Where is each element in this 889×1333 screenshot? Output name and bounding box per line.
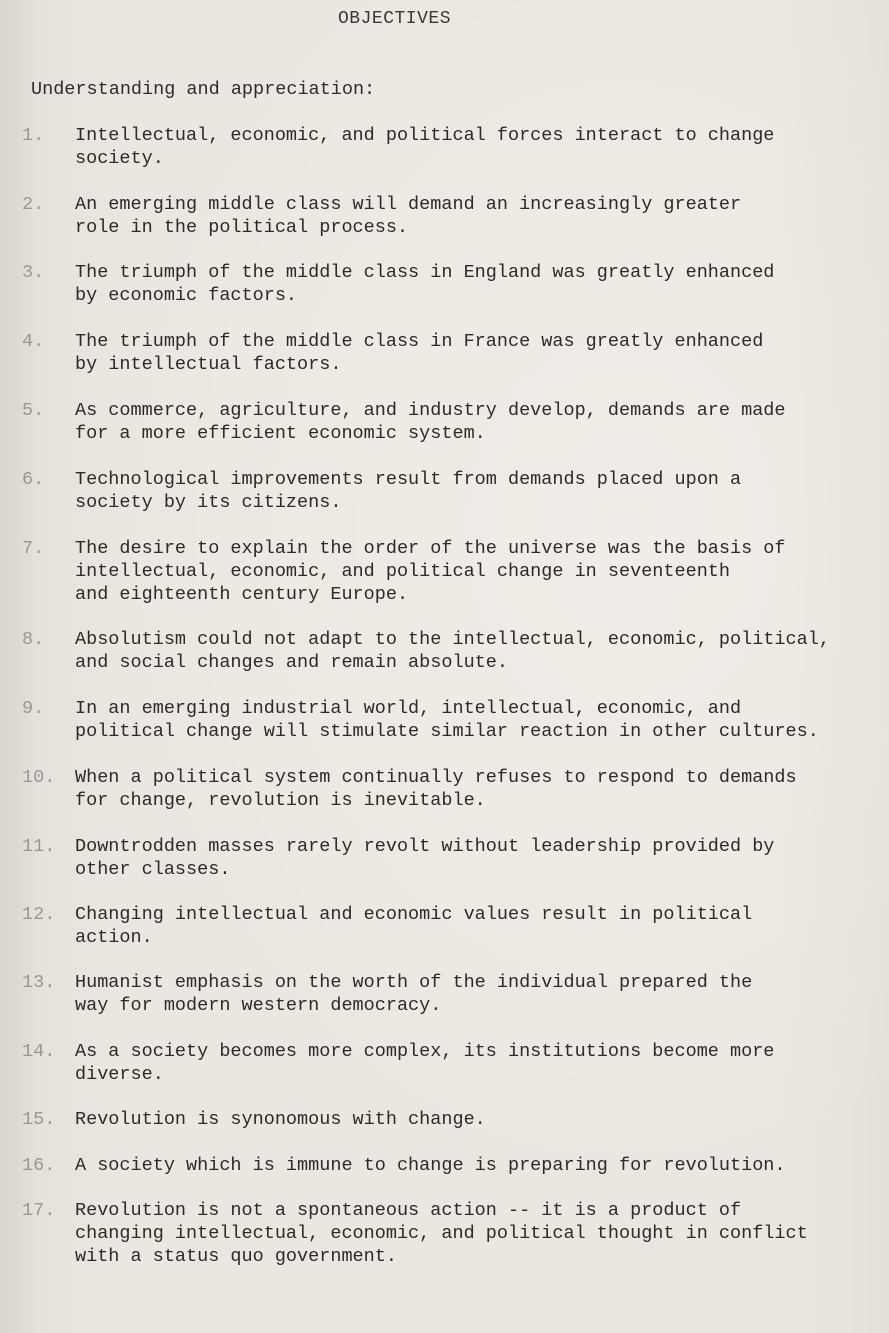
- objective-text: The triumph of the middle class in England was greatly enhanced by economic factors.: [75, 262, 775, 306]
- objective-text: An emerging middle class will demand an increasingly greater role in the political process.: [75, 194, 742, 238]
- objective-text: Changing intellectual and economic values result in political action.: [75, 904, 753, 948]
- objective-text: When a political system continually refuses to respond to demands for change, revolution is inevitable.: [75, 767, 797, 811]
- objective-number: 14.: [22, 1041, 56, 1062]
- objective-number: 3.: [22, 262, 45, 283]
- objective-text: Humanist emphasis on the worth of the individual prepared the way for modern western democracy.: [75, 972, 753, 1016]
- objective-text: A society which is immune to change is preparing for revolution.: [75, 1155, 786, 1176]
- objective-number: 10.: [22, 767, 56, 788]
- objective-text: The desire to explain the order of the universe was the basis of intellectual, economic, and political change in seventeenth and eighteenth century Europe.: [75, 538, 786, 605]
- objective-number: 7.: [22, 538, 45, 559]
- objective-number: 12.: [22, 904, 56, 925]
- objective-text: Downtrodden masses rarely revolt without leadership provided by other classes.: [75, 836, 775, 880]
- objective-number: 5.: [22, 400, 45, 421]
- objective-text: As commerce, agriculture, and industry develop, demands are made for a more efficient economic system.: [75, 400, 786, 444]
- objective-number: 9.: [22, 698, 45, 719]
- objective-number: 16.: [22, 1155, 56, 1176]
- objective-number: 2.: [22, 194, 45, 215]
- objective-text: The triumph of the middle class in France was greatly enhanced by intellectual factors.: [75, 331, 764, 375]
- objective-text: Absolutism could not adapt to the intellectual, economic, political, and social changes and remain absolute.: [75, 629, 830, 673]
- objective-number: 4.: [22, 331, 45, 352]
- objective-number: 11.: [22, 836, 56, 857]
- objective-number: 13.: [22, 972, 56, 993]
- page-title: OBJECTIVES: [337, 9, 452, 29]
- intro-text: Understanding and appreciation:: [31, 79, 376, 100]
- objective-number: 6.: [22, 469, 45, 490]
- objective-number: 15.: [22, 1109, 56, 1130]
- objective-number: 17.: [22, 1200, 56, 1221]
- objective-text: Revolution is synonomous with change.: [75, 1109, 486, 1130]
- objective-number: 1.: [22, 125, 45, 146]
- objective-text: Technological improvements result from demands placed upon a society by its citizens.: [75, 469, 742, 513]
- objective-text: In an emerging industrial world, intellectual, economic, and political change will stimulate similar reaction in other cultures.: [75, 698, 819, 742]
- objective-text: As a society becomes more complex, its institutions become more diverse.: [75, 1041, 775, 1085]
- objective-number: 8.: [22, 629, 45, 650]
- objective-text: Revolution is not a spontaneous action -- it is a product of changing intellectual, economic, and political thought in conflict with a status quo government.: [75, 1200, 808, 1267]
- objective-text: Intellectual, economic, and political forces interact to change society.: [75, 125, 775, 169]
